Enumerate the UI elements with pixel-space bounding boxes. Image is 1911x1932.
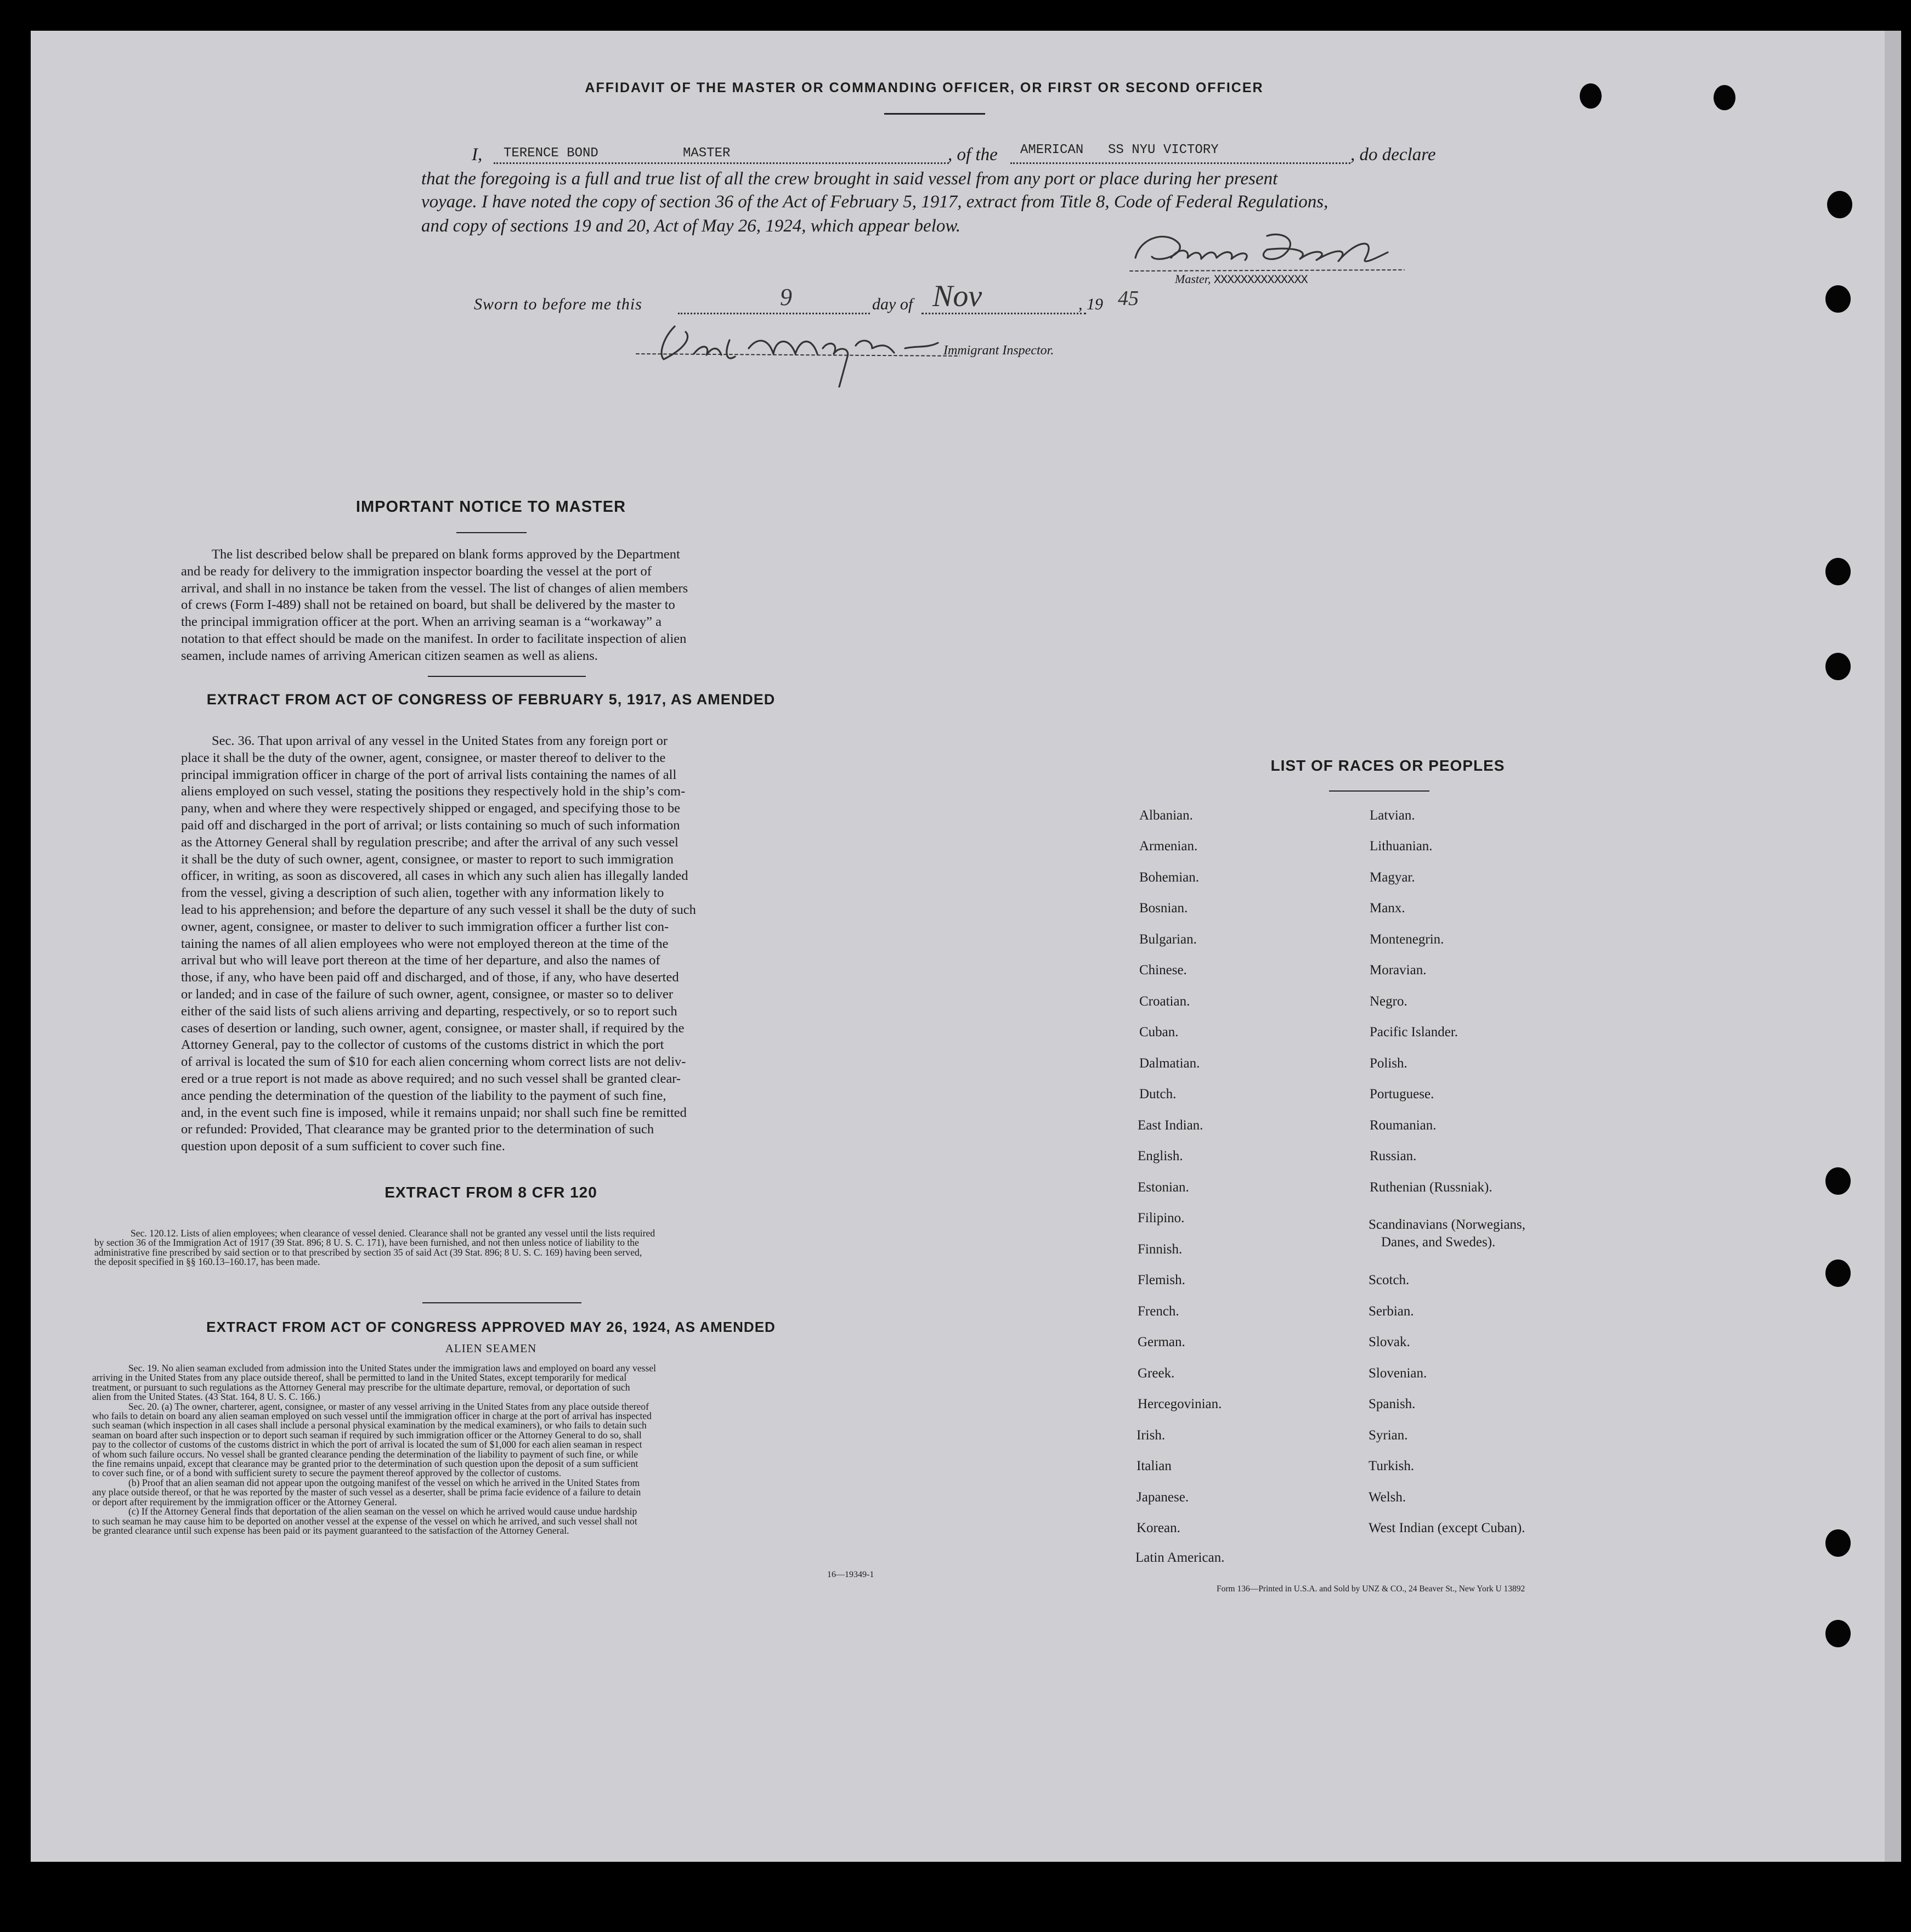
race-item: Latvian.: [1370, 808, 1415, 823]
extract-1924-line: alien from the United States. (43 Stat. 164, 8 U. S. C. 166.): [92, 1391, 320, 1403]
inspector-caption: Immigrant Inspector.: [943, 343, 1054, 358]
vessel-name: SS NYU VICTORY: [1108, 143, 1219, 157]
race-item: Croatian.: [1139, 994, 1190, 1009]
extract-1917-line: pany, when and where they were respectively shipped or engaged, and specifying those to be: [181, 801, 681, 816]
extract-1924-line: of whom such failure occurs. No vessel shall be granted clearance pending the determination of the liability to payment of such fine, or while: [92, 1448, 638, 1460]
race-item: Polish.: [1370, 1056, 1407, 1071]
notice-line: and be ready for delivery to the immigration inspector boarding the vessel at the port of: [181, 563, 652, 579]
notice-divider: [456, 532, 527, 533]
race-item: Italian: [1137, 1459, 1172, 1473]
affidavit-body-line-2: voyage. I have noted the copy of section 36 of the Act of February 5, 1917, extract from Title 8, Code of Federal Regulations,: [421, 192, 1328, 212]
day-of-label: day of: [872, 295, 913, 313]
race-item: Irish.: [1137, 1428, 1166, 1443]
affidavit-body-line-3: and copy of sections 19 and 20, Act of May 26, 1924, which appear below.: [421, 216, 961, 236]
race-item: Dalmatian.: [1139, 1056, 1200, 1071]
master-rank: MASTER: [683, 146, 731, 161]
extract-1917-line: taining the names of all alien employees who were not employed thereon at the time of the: [181, 936, 669, 951]
race-item: Cuban.: [1139, 1025, 1179, 1040]
extract-1924-line: pay to the collector of customs of the customs district in which the port of arrival is located the sum of $1,000 for each alien seaman in respect: [92, 1439, 642, 1450]
extract-1924-line: or deport after requirement by the immigration officer or the Attorney General.: [92, 1496, 397, 1507]
extract-1917-title: EXTRACT FROM ACT OF CONGRESS OF FEBRUARY 5, 1917, AS AMENDED: [206, 691, 776, 708]
race-item: Moravian.: [1370, 963, 1427, 978]
race-item: Dutch.: [1139, 1087, 1177, 1101]
extract-1917-line: officer, in writing, as soon as discovered, all cases in which any such alien has illegally landed: [181, 868, 688, 884]
print-code: 16—19349-1: [827, 1570, 874, 1579]
extract-1917-line: or refunded: Provided, That clearance may be granted prior to the determination of such: [181, 1122, 654, 1137]
race-item: Slovak.: [1369, 1335, 1410, 1349]
extract-1917-body: [181, 733, 800, 1155]
extract-1917-line: aliens employed on such vessel, stating the positions they respectively hold in the ship’s com-: [181, 784, 686, 799]
extract-1917-line: owner, agent, consignee, or master to deliver to such immigration officer a further list con-: [181, 919, 669, 934]
race-item: Finnish.: [1138, 1242, 1183, 1257]
extract-1924-line: (b) Proof that an alien seaman did not appear upon the outgoing manifest of the vessel on which he arrived in the United States from: [128, 1477, 640, 1488]
affidavit-i-label: I,: [472, 145, 483, 165]
extract-1917-line: it shall be the duty of such owner, agent, consignee, or master to report to such immigration: [181, 851, 674, 867]
race-item: Scotch.: [1369, 1273, 1410, 1287]
extract-1917-line: of arrival is located the sum of $10 for each alien concerning whom correct lists are not deliv-: [181, 1054, 686, 1070]
race-item: Chinese.: [1139, 963, 1187, 978]
extract-1917-line: either of the said lists of such aliens arriving and departing, respectively, or so to report such: [181, 1003, 677, 1019]
race-item: Syrian.: [1369, 1428, 1408, 1443]
master-caption-text: Master,: [1175, 272, 1211, 286]
extract-8cfr-title: EXTRACT FROM 8 CFR 120: [385, 1184, 597, 1201]
vessel-line: [1010, 162, 1350, 164]
extract-1924-line: (c) If the Attorney General finds that deportation of the alien seaman on the vessel on which he arrived would cause undue hardship: [128, 1506, 637, 1517]
race-item: French.: [1138, 1304, 1179, 1319]
sworn-month: Nov: [932, 279, 982, 313]
race-item: Albanian.: [1139, 808, 1193, 823]
race-item: Ruthenian (Russniak).: [1370, 1180, 1492, 1195]
extract-1924-line: the fine remains unpaid, except that clearance may be granted prior to the determination of such question upon the deposit of a sum sufficient: [92, 1458, 638, 1470]
extract-1917-line: paid off and discharged in the port of arrival; or lists containing so much of such information: [181, 817, 680, 833]
sworn-day-line: [678, 313, 870, 314]
race-item: Armenian.: [1139, 839, 1198, 854]
punch-hole: [1827, 191, 1852, 218]
extract-1917-line: question upon deposit of a sum sufficient to cover such fine.: [181, 1139, 505, 1154]
extract-1917-line: ered or a true report is not made as above required; and no such vessel shall be granted clear-: [181, 1071, 681, 1086]
extract-1924-title: EXTRACT FROM ACT OF CONGRESS APPROVED MAY 26, 1924, AS AMENDED: [206, 1319, 776, 1335]
extract-1924-line: Sec. 20. (a) The owner, charterer, agent, consignee, or master of any vessel arriving in the United States from any place outside thereof: [128, 1400, 649, 1412]
notice-title: IMPORTANT NOTICE TO MASTER: [355, 498, 626, 516]
notice-line: arrival, and shall in no instance be taken from the vessel. The list of changes of alien members: [181, 580, 688, 596]
race-item: East Indian.: [1138, 1118, 1203, 1133]
affidavit-body-line-1: that the foregoing is a full and true list of all the crew brought in said vessel from any port or place during her present: [421, 169, 1278, 189]
extract-1924-body: [92, 1364, 884, 1535]
extract-1917-line: and, in the event such fine is imposed, while it remains unpaid; nor shall such fine be remitted: [181, 1105, 687, 1120]
punch-hole: [1825, 1167, 1851, 1195]
extract-1917-line: place it shall be the duty of the owner, agent, consignee, or master thereof to deliver to the: [181, 750, 666, 765]
race-item: Greek.: [1138, 1366, 1175, 1381]
race-item: Slovenian.: [1369, 1366, 1427, 1381]
race-item: Negro.: [1370, 994, 1407, 1009]
do-declare-label: , do declare: [1350, 145, 1436, 165]
title-divider: [884, 113, 985, 115]
extract-1924-line: to such seaman he may cause him to be deported on another vessel at the expense of the vessel on which he arrived, and such vessel shall not: [92, 1515, 637, 1527]
sworn-day: 9: [780, 284, 792, 310]
race-item: Estonian.: [1138, 1180, 1189, 1195]
extract-8cfr-line: by section 36 of the Immigration Act of 1917 (39 Stat. 896; 8 U. S. C. 171), have been furnished, and not then unless notice of liability to the: [94, 1237, 639, 1249]
inspector-signature: [631, 315, 960, 392]
race-item: English.: [1138, 1149, 1183, 1163]
race-item: Portuguese.: [1370, 1087, 1434, 1101]
section-divider: [422, 1302, 581, 1303]
extract-1924-line: seaman on board after such inspection or to deport such seaman if required by such immigration officer or the Attorney General to do so, shall: [92, 1429, 642, 1440]
extract-1917-line: arrival but who will leave port thereon at the time of her departure, and also the names of: [181, 953, 660, 968]
page-edge: [1885, 31, 1901, 1862]
extract-8cfr-body: [94, 1229, 884, 1267]
form-footer: Form 136—Printed in U.S.A. and Sold by UNZ & CO., 24 Beaver St., New York U 13892: [1217, 1584, 1525, 1594]
extract-1924-line: arriving in the United States from any place outside thereof, shall be permitted to land in the United States, except temporarily for medical: [92, 1372, 627, 1383]
race-item: Spanish.: [1369, 1397, 1416, 1411]
punch-hole: [1714, 85, 1735, 110]
race-item: Bosnian.: [1139, 901, 1188, 916]
extract-1924-line: be granted clearance until such expense has been paid or its payment guaranteed to the satisfaction of the Attorney General.: [92, 1524, 569, 1536]
race-item: Lithuanian.: [1370, 839, 1433, 854]
extract-1917-line: cases of desertion or landing, such owner, agent, consignee, or master shall, if required by the: [181, 1020, 685, 1036]
notice-line: of crews (Form I-489) shall not be retained on board, but shall be delivered by the master to: [181, 597, 675, 613]
punch-hole: [1825, 285, 1851, 313]
race-item: Flemish.: [1138, 1273, 1185, 1287]
extract-1917-line: as the Attorney General shall by regulation prescribe; and after the arrival of any such vessel: [181, 834, 679, 850]
race-item: Montenegrin.: [1370, 932, 1444, 947]
race-item: Russian.: [1370, 1149, 1417, 1163]
punch-hole: [1825, 1620, 1851, 1647]
punch-hole: [1825, 558, 1851, 585]
races-title: LIST OF RACES OR PEOPLES: [1270, 757, 1505, 774]
race-item: Manx.: [1370, 901, 1405, 916]
races-divider: [1329, 790, 1429, 792]
race-item: Bulgarian.: [1139, 932, 1197, 947]
notice-line: the principal immigration officer at the port. When an arriving seaman is a “workaway” a: [181, 614, 662, 630]
year-suffix: 45: [1118, 287, 1139, 310]
extract-1917-line: ance pending the determination of the question of the liability to the payment of such fine,: [181, 1088, 666, 1103]
section-divider: [428, 676, 586, 677]
notice-line: seamen, include names of arriving American citizen seamen as well as aliens.: [181, 648, 598, 663]
notice-paragraph: [181, 546, 800, 665]
punch-hole: [1825, 653, 1851, 680]
race-item: Bohemian.: [1139, 870, 1200, 885]
master-caption-struck: XXXXXXXXXXXXXX: [1213, 273, 1308, 287]
extract-1917-line: from the vessel, giving a description of such alien, together with any information likely to: [181, 885, 664, 901]
notice-line: The list described below shall be prepared on blank forms approved by the Department: [212, 547, 680, 562]
of-the-label: , of the: [948, 145, 998, 165]
race-item: Serbian.: [1369, 1304, 1414, 1319]
vessel-nationality: AMERICAN: [1020, 143, 1084, 157]
sworn-label: Sworn to before me this: [474, 295, 642, 313]
race-item: Latin American.: [1135, 1550, 1225, 1565]
affidavit-title: AFFIDAVIT OF THE MASTER OR COMMANDING OFFICER, OR FIRST OR SECOND OFFICER: [585, 80, 1264, 95]
extract-8cfr-line: Sec. 120.12. Lists of alien employees; when clearance of vessel denied. Clearance shall not be granted any vessel until the lists required: [131, 1228, 655, 1239]
race-item: Hercegovinian.: [1138, 1397, 1222, 1411]
extract-1917-line: principal immigration officer in charge of the port of arrival lists containing the names of all: [181, 767, 677, 782]
race-item: Turkish.: [1369, 1459, 1415, 1473]
extract-1924-line: Sec. 19. No alien seaman excluded from admission into the United States under the immigration laws and employed on board any vessel: [128, 1363, 657, 1374]
master-caption: [1175, 272, 1308, 287]
race-item: Scandinavians (Norwegians,: [1369, 1217, 1526, 1232]
extract-1924-line: any place outside thereof, or that he was reported by the master of such vessel as a deserter, shall be prima facie evidence of a failure to detain: [92, 1487, 641, 1498]
master-name-line: [494, 162, 949, 164]
extract-1917-line: or landed; and in case of the failure of such owner, agent, consignee, or master so to deliver: [181, 986, 674, 1002]
punch-hole: [1825, 1529, 1851, 1557]
race-item: Danes, and Swedes).: [1381, 1235, 1496, 1250]
extract-1924-line: treatment, or pursuant to such regulations as the Attorney General may prescribe for the ultimate departure, removal, or deportation of such: [92, 1381, 630, 1393]
extract-1924-line: such seaman (which inspection in all cases shall include a personal physical examination by the medical examiners), or who fails to detain such: [92, 1420, 647, 1431]
race-item: Magyar.: [1370, 870, 1415, 885]
race-item: Welsh.: [1369, 1490, 1406, 1505]
race-item: Filipino.: [1138, 1211, 1185, 1225]
extract-1917-line: Sec. 36. That upon arrival of any vessel in the United States from any foreign port or: [212, 733, 668, 748]
extract-8cfr-line: administrative fine prescribed by said section or to that prescribed by section 35 of said Act (39 Stat. 896; 8 U. S. C. 169) having been served,: [94, 1246, 642, 1258]
extract-8cfr-line: the deposit specified in §§ 160.13–160.17, has been made.: [94, 1256, 320, 1268]
extract-1917-line: Attorney General, pay to the collector of customs of the customs district in which the port: [181, 1037, 664, 1053]
extract-1917-line: lead to his apprehension; and before the departure of any such vessel it shall be the duty of such: [181, 902, 696, 917]
punch-hole: [1825, 1259, 1851, 1287]
extract-1924-line: who fails to detain on board any alien seaman employed on such vessel until the immigration officer in charge at the port of arrival has inspected: [92, 1410, 652, 1422]
master-name: TERENCE BOND: [504, 146, 598, 161]
race-item: German.: [1138, 1335, 1185, 1349]
punch-hole: [1580, 83, 1602, 109]
race-item: Roumanian.: [1370, 1118, 1437, 1133]
notice-line: notation to that effect should be made on the manifest. In order to facilitate inspection of alien: [181, 631, 687, 646]
race-item: West Indian (except Cuban).: [1369, 1521, 1525, 1535]
extract-1924-subtitle: ALIEN SEAMEN: [445, 1342, 537, 1355]
race-item: Korean.: [1137, 1521, 1180, 1535]
extract-1924-line: to cover such fine, or of a bond with sufficient surety to secure the payment thereof approved by the collector of customs.: [92, 1467, 562, 1479]
race-item: Pacific Islander.: [1370, 1025, 1458, 1040]
race-item: Japanese.: [1137, 1490, 1189, 1505]
year-prefix: , 19: [1078, 295, 1103, 313]
extract-1917-line: those, if any, who have been paid off and discharged, and of those, if any, who have deserted: [181, 970, 679, 985]
